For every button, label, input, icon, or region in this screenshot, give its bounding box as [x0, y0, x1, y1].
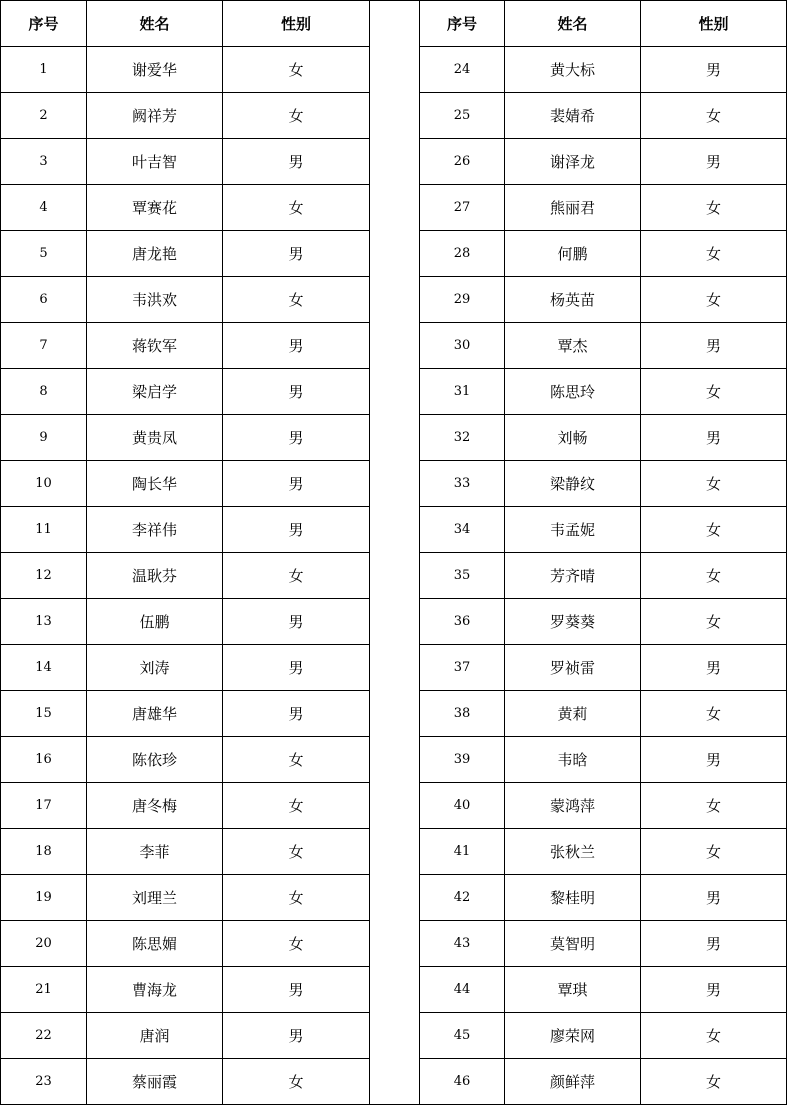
row-index-right: 26	[420, 139, 505, 185]
row-name-right: 何鹏	[505, 231, 641, 277]
row-index-left: 7	[1, 323, 87, 369]
row-name-left: 谢爱华	[87, 47, 223, 93]
row-gender-right: 男	[641, 415, 787, 461]
column-gap	[370, 93, 420, 139]
row-gender-right: 男	[641, 645, 787, 691]
row-index-right: 35	[420, 553, 505, 599]
row-index-left: 21	[1, 967, 87, 1013]
column-gap	[370, 185, 420, 231]
row-index-right: 31	[420, 369, 505, 415]
row-gender-right: 女	[641, 231, 787, 277]
row-name-left: 叶吉智	[87, 139, 223, 185]
table-row	[1, 507, 787, 553]
roster-body	[1, 1, 787, 1105]
table-row	[1, 875, 787, 921]
row-index-left: 13	[1, 599, 87, 645]
row-index-left: 11	[1, 507, 87, 553]
row-gender-right: 男	[641, 737, 787, 783]
row-gender-left: 女	[223, 553, 370, 599]
header-index-right: 序号	[420, 1, 505, 47]
row-index-right: 36	[420, 599, 505, 645]
row-name-left: 伍鹏	[87, 599, 223, 645]
row-gender-right: 男	[641, 323, 787, 369]
row-index-right: 46	[420, 1059, 505, 1105]
column-gap	[370, 323, 420, 369]
row-name-left: 阙祥芳	[87, 93, 223, 139]
row-index-right: 25	[420, 93, 505, 139]
row-index-right: 45	[420, 1013, 505, 1059]
row-index-left: 16	[1, 737, 87, 783]
row-gender-left: 女	[223, 1059, 370, 1105]
row-index-left: 1	[1, 47, 87, 93]
row-name-right: 裴婧希	[505, 93, 641, 139]
row-gender-right: 女	[641, 599, 787, 645]
row-gender-left: 女	[223, 277, 370, 323]
row-gender-left: 女	[223, 875, 370, 921]
row-index-left: 19	[1, 875, 87, 921]
row-index-right: 41	[420, 829, 505, 875]
header-gender-right: 性别	[641, 1, 787, 47]
row-name-right: 杨英苗	[505, 277, 641, 323]
row-name-right: 覃琪	[505, 967, 641, 1013]
row-name-left: 黄贵凤	[87, 415, 223, 461]
row-gender-left: 男	[223, 139, 370, 185]
row-gender-right: 女	[641, 185, 787, 231]
row-gender-right: 男	[641, 875, 787, 921]
row-gender-right: 女	[641, 1013, 787, 1059]
row-index-right: 28	[420, 231, 505, 277]
row-index-right: 39	[420, 737, 505, 783]
row-index-right: 43	[420, 921, 505, 967]
row-gender-right: 女	[641, 553, 787, 599]
row-name-right: 芳齐晴	[505, 553, 641, 599]
row-name-right: 刘畅	[505, 415, 641, 461]
row-name-left: 温耿芬	[87, 553, 223, 599]
row-gender-left: 男	[223, 415, 370, 461]
row-index-right: 38	[420, 691, 505, 737]
table-row	[1, 829, 787, 875]
table-row	[1, 1013, 787, 1059]
header-name-left: 姓名	[87, 1, 223, 47]
row-gender-right: 男	[641, 139, 787, 185]
row-name-right: 罗祯雷	[505, 645, 641, 691]
row-gender-left: 女	[223, 737, 370, 783]
row-name-left: 陶长华	[87, 461, 223, 507]
row-gender-left: 女	[223, 829, 370, 875]
table-row	[1, 599, 787, 645]
table-row	[1, 737, 787, 783]
row-index-right: 27	[420, 185, 505, 231]
row-index-left: 18	[1, 829, 87, 875]
row-name-right: 熊丽君	[505, 185, 641, 231]
row-gender-left: 女	[223, 921, 370, 967]
column-gap	[370, 599, 420, 645]
column-gap	[370, 1, 420, 47]
column-gap	[370, 829, 420, 875]
column-gap	[370, 691, 420, 737]
row-gender-left: 男	[223, 323, 370, 369]
row-name-right: 张秋兰	[505, 829, 641, 875]
row-index-left: 6	[1, 277, 87, 323]
row-gender-left: 女	[223, 93, 370, 139]
column-gap	[370, 875, 420, 921]
row-index-right: 37	[420, 645, 505, 691]
row-gender-left: 男	[223, 231, 370, 277]
row-index-right: 30	[420, 323, 505, 369]
row-name-left: 唐雄华	[87, 691, 223, 737]
row-gender-left: 男	[223, 691, 370, 737]
column-gap	[370, 783, 420, 829]
row-name-left: 梁启学	[87, 369, 223, 415]
row-index-left: 14	[1, 645, 87, 691]
row-gender-left: 男	[223, 599, 370, 645]
row-gender-right: 男	[641, 967, 787, 1013]
row-name-left: 陈思媚	[87, 921, 223, 967]
row-index-left: 4	[1, 185, 87, 231]
row-name-left: 陈依珍	[87, 737, 223, 783]
header-gender-left: 性别	[223, 1, 370, 47]
row-name-left: 韦洪欢	[87, 277, 223, 323]
row-index-right: 34	[420, 507, 505, 553]
row-name-right: 黄大标	[505, 47, 641, 93]
row-gender-left: 男	[223, 967, 370, 1013]
row-index-left: 3	[1, 139, 87, 185]
row-name-left: 曹海龙	[87, 967, 223, 1013]
row-index-right: 42	[420, 875, 505, 921]
column-gap	[370, 921, 420, 967]
table-row	[1, 47, 787, 93]
row-name-right: 蒙鸿萍	[505, 783, 641, 829]
table-row	[1, 645, 787, 691]
table-row	[1, 369, 787, 415]
table-row	[1, 783, 787, 829]
row-name-right: 廖荣网	[505, 1013, 641, 1059]
row-gender-right: 女	[641, 461, 787, 507]
table-row	[1, 231, 787, 277]
row-index-left: 10	[1, 461, 87, 507]
row-name-left: 刘涛	[87, 645, 223, 691]
row-gender-right: 男	[641, 47, 787, 93]
table-row	[1, 1059, 787, 1105]
row-name-right: 陈思玲	[505, 369, 641, 415]
row-name-right: 黎桂明	[505, 875, 641, 921]
row-index-right: 44	[420, 967, 505, 1013]
table-row	[1, 691, 787, 737]
table-row	[1, 967, 787, 1013]
row-gender-left: 男	[223, 645, 370, 691]
table-row	[1, 553, 787, 599]
row-index-left: 17	[1, 783, 87, 829]
row-gender-right: 女	[641, 783, 787, 829]
row-name-left: 唐冬梅	[87, 783, 223, 829]
row-name-left: 唐润	[87, 1013, 223, 1059]
row-gender-right: 女	[641, 1059, 787, 1105]
row-index-left: 8	[1, 369, 87, 415]
column-gap	[370, 507, 420, 553]
row-name-left: 覃赛花	[87, 185, 223, 231]
column-gap	[370, 1059, 420, 1105]
row-name-left: 李菲	[87, 829, 223, 875]
row-index-left: 23	[1, 1059, 87, 1105]
row-name-right: 颜鲜萍	[505, 1059, 641, 1105]
row-gender-right: 女	[641, 829, 787, 875]
column-gap	[370, 415, 420, 461]
row-name-right: 罗葵葵	[505, 599, 641, 645]
row-index-left: 5	[1, 231, 87, 277]
row-name-right: 梁静纹	[505, 461, 641, 507]
table-row	[1, 185, 787, 231]
column-gap	[370, 1013, 420, 1059]
column-gap	[370, 967, 420, 1013]
row-name-right: 韦晗	[505, 737, 641, 783]
table-row	[1, 93, 787, 139]
row-index-right: 24	[420, 47, 505, 93]
row-name-left: 李祥伟	[87, 507, 223, 553]
row-gender-left: 女	[223, 783, 370, 829]
table-row	[1, 461, 787, 507]
row-index-left: 22	[1, 1013, 87, 1059]
row-gender-left: 男	[223, 507, 370, 553]
row-gender-left: 男	[223, 369, 370, 415]
column-gap	[370, 277, 420, 323]
row-gender-right: 女	[641, 93, 787, 139]
row-name-right: 韦孟妮	[505, 507, 641, 553]
row-index-right: 33	[420, 461, 505, 507]
column-gap	[370, 737, 420, 783]
row-gender-left: 男	[223, 461, 370, 507]
row-gender-right: 女	[641, 369, 787, 415]
header-name-right: 姓名	[505, 1, 641, 47]
column-gap	[370, 645, 420, 691]
column-gap	[370, 369, 420, 415]
table-row	[1, 323, 787, 369]
table-row	[1, 277, 787, 323]
row-index-left: 12	[1, 553, 87, 599]
row-name-left: 唐龙艳	[87, 231, 223, 277]
row-gender-left: 女	[223, 185, 370, 231]
row-gender-left: 男	[223, 1013, 370, 1059]
row-index-left: 15	[1, 691, 87, 737]
header-row	[1, 1, 787, 47]
header-index-left: 序号	[1, 1, 87, 47]
row-index-right: 32	[420, 415, 505, 461]
column-gap	[370, 553, 420, 599]
row-index-left: 20	[1, 921, 87, 967]
column-gap	[370, 139, 420, 185]
row-gender-left: 女	[223, 47, 370, 93]
column-gap	[370, 47, 420, 93]
row-gender-right: 女	[641, 691, 787, 737]
row-name-left: 刘理兰	[87, 875, 223, 921]
table-row	[1, 415, 787, 461]
row-index-left: 9	[1, 415, 87, 461]
row-gender-right: 女	[641, 507, 787, 553]
column-gap	[370, 461, 420, 507]
row-name-right: 覃杰	[505, 323, 641, 369]
row-index-left: 2	[1, 93, 87, 139]
row-name-right: 谢泽龙	[505, 139, 641, 185]
row-name-left: 蔡丽霞	[87, 1059, 223, 1105]
column-gap	[370, 231, 420, 277]
row-index-right: 29	[420, 277, 505, 323]
row-name-left: 蒋钦军	[87, 323, 223, 369]
row-name-right: 黄莉	[505, 691, 641, 737]
row-gender-right: 女	[641, 277, 787, 323]
row-name-right: 莫智明	[505, 921, 641, 967]
table-row	[1, 921, 787, 967]
row-index-right: 40	[420, 783, 505, 829]
row-gender-right: 男	[641, 921, 787, 967]
table-row	[1, 139, 787, 185]
